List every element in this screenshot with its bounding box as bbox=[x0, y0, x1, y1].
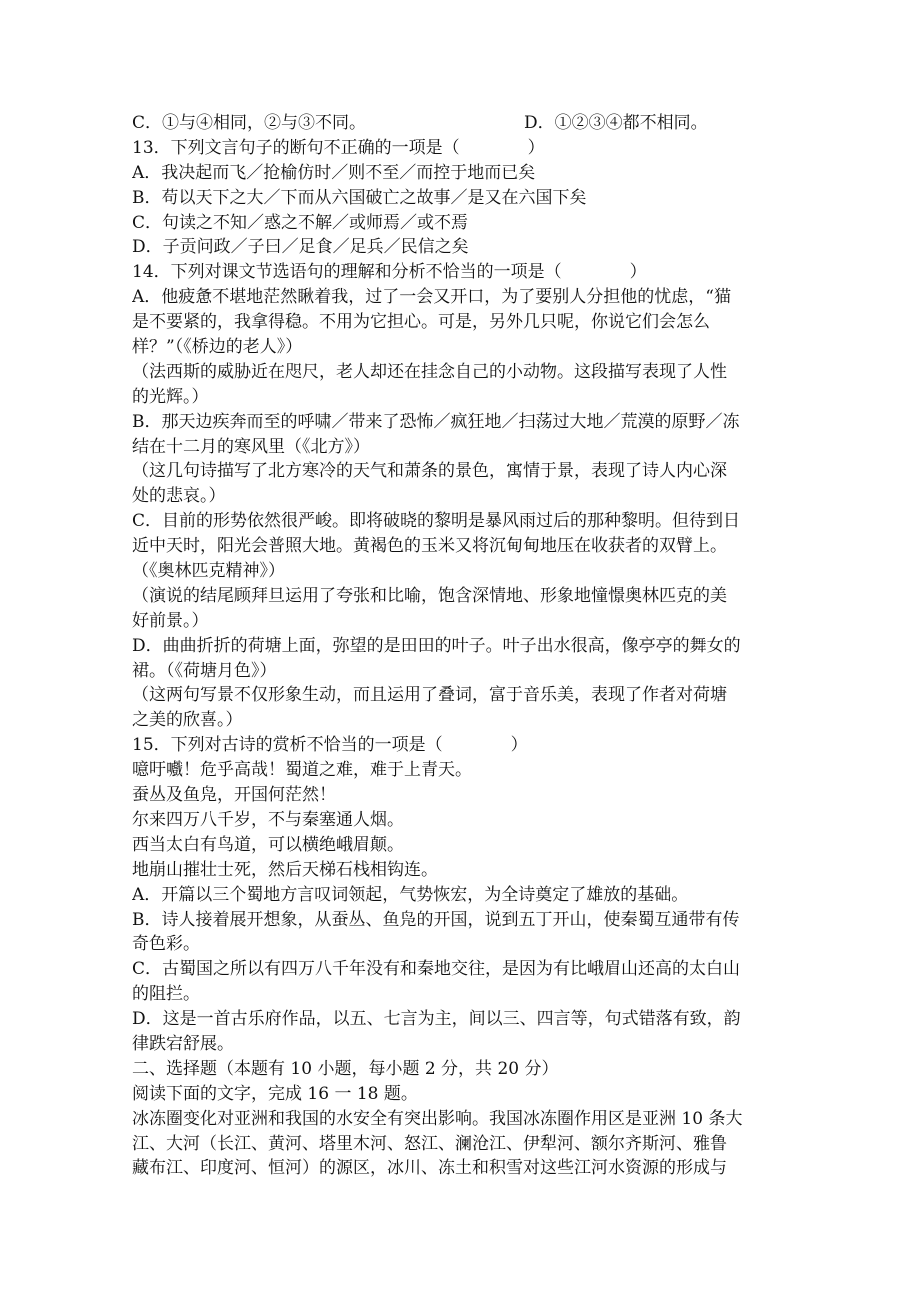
text-line: 好前景。） bbox=[132, 610, 209, 631]
text-line: 15．下列对古诗的赏析不恰当的一项是（ ） bbox=[132, 735, 528, 756]
text-line: 是不要紧的，我拿得稳。不用为它担心。可是，另外几只呢，你说它们会怎么 bbox=[132, 312, 710, 333]
text-line: D．子贡问政／子曰／足食／足兵／民信之矣 bbox=[132, 237, 469, 258]
text-line: A．我决起而飞／抢榆仿时／则不至／而控于地而已矣 bbox=[132, 162, 536, 183]
q12-option-d: D．①②③④都不相同。 bbox=[524, 113, 708, 133]
text-line: 14．下列对课文节选语句的理解和分析不恰当的一项是（ ） bbox=[132, 262, 647, 283]
text-line: （这两句写景不仅形象生动，而且运用了叠词，富于音乐美，表现了作者对荷塘 bbox=[132, 685, 727, 706]
text-line: 噫吁嚱！危乎高哉！蜀道之难，难于上青天。 bbox=[132, 760, 472, 781]
text-line: C．句读之不知／惑之不解／或师焉／或不焉 bbox=[132, 212, 469, 233]
text-line: 样？”（《桥边的老人》） bbox=[132, 337, 303, 358]
text-line: B．苟以天下之大／下而从六国破亡之故事／是又在六国下矣 bbox=[132, 187, 587, 208]
text-line: C．古蜀国之所以有四万八千年没有和秦地交往，是因为有比峨眉山还高的太白山 bbox=[132, 959, 741, 980]
text-line: 蚕丛及鱼凫，开国何茫然！ bbox=[132, 785, 336, 806]
text-line: 奇色彩。 bbox=[132, 934, 200, 955]
document-page bbox=[132, 111, 792, 1181]
text-line: 的阻拦。 bbox=[132, 984, 200, 1005]
text-line: 冰冻圈变化对亚洲和我国的水安全有突出影响。我国冰冻圈作用区是亚洲 10 条大 bbox=[132, 1108, 743, 1129]
text-line: 地崩山摧壮士死，然后天梯石栈相钩连。 bbox=[132, 859, 438, 880]
text-line: D．这是一首古乐府作品，以五、七言为主，间以三、四言等，句式错落有致，韵 bbox=[132, 1009, 741, 1030]
text-line: 江、大河（长江、黄河、塔里木河、怒江、澜沧江、伊犁河、额尔齐斯河、雅鲁 bbox=[132, 1133, 727, 1154]
text-line: 藏布江、印度河、恒河）的源区，冰川、冻土和积雪对这些江河水资源的形成与 bbox=[132, 1158, 727, 1179]
q12-option-c: C．①与④相同，②与③不同。 bbox=[132, 113, 367, 133]
text-line: （《奥林匹克精神》） bbox=[132, 561, 285, 582]
text-line: D．曲曲折折的荷塘上面，弥望的是田田的叶子。叶子出水很高，像亭亭的舞女的 bbox=[132, 635, 741, 656]
text-line: 13．下列文言句子的断句不正确的一项是（ ） bbox=[132, 137, 545, 158]
text-line: 的光辉。） bbox=[132, 386, 209, 407]
text-line: A．他疲惫不堪地茫然瞅着我，过了一会又开口，为了要别人分担他的忧虑，“猫 bbox=[132, 287, 731, 308]
text-line: 律跌宕舒展。 bbox=[132, 1033, 234, 1054]
text-line: 裙。（《荷塘月色》） bbox=[132, 660, 277, 681]
text-line: C．目前的形势依然很严峻。即将破晓的黎明是暴风雨过后的那种黎明。但待到日 bbox=[132, 511, 741, 532]
text-line: （这几句诗描写了北方寒冷的天气和萧条的景色，寓情于景，表现了诗人内心深 bbox=[132, 461, 727, 482]
text-line: （法西斯的威胁近在咫尺，老人却还在挂念自己的小动物。这段描写表现了人性 bbox=[132, 361, 727, 382]
text-line: 处的悲哀。） bbox=[132, 486, 226, 507]
text-line: 西当太白有鸟道，可以横绝峨眉颠。 bbox=[132, 834, 404, 855]
text-line: 阅读下面的文字，完成 16 一 18 题。 bbox=[132, 1083, 418, 1104]
text-line: 二、选择题（本题有 10 小题，每小题 2 分，共 20 分） bbox=[132, 1058, 559, 1079]
text-line: A．开篇以三个蜀地方言叹词领起，气势恢宏，为全诗奠定了雄放的基础。 bbox=[132, 884, 689, 905]
text-line: B．那天边疾奔而至的呼啸／带来了恐怖／疯狂地／扫荡过大地／荒漠的原野／冻 bbox=[132, 411, 740, 432]
text-line: B．诗人接着展开想象，从蚕丛、鱼凫的开国，说到五丁开山，使秦蜀互通带有传 bbox=[132, 909, 740, 930]
text-line: 结在十二月的寒风里（《北方》） bbox=[132, 436, 370, 457]
text-line: 近中天时，阳光会普照大地。黄褐色的玉米又将沉甸甸地压在收获者的双臂上。 bbox=[132, 536, 727, 557]
text-line: 尔来四万八千岁，不与秦塞通人烟。 bbox=[132, 809, 404, 830]
q12-options-row bbox=[132, 111, 792, 136]
document-body bbox=[132, 136, 792, 1181]
text-line: 之美的欣喜。） bbox=[132, 710, 243, 731]
text-line: （演说的结尾顾拜旦运用了夸张和比喻，饱含深情地、形象地憧憬奥林匹克的美 bbox=[132, 585, 727, 606]
